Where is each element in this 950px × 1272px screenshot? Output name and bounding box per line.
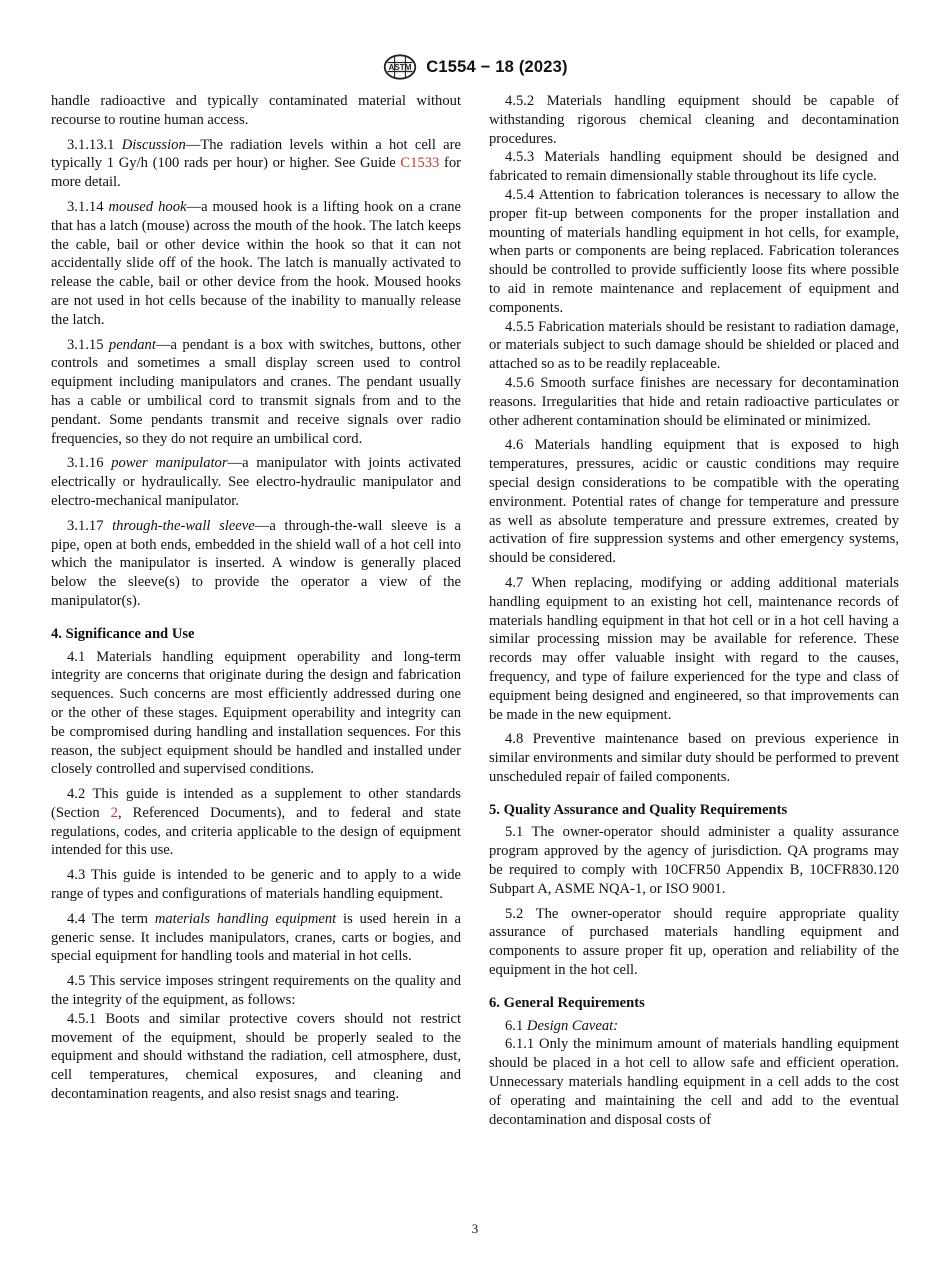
paragraph-5-2: 5.2 The owner-operator should require appropriate quality assurance of purchased materials handling equipment and components to assure proper fit up, operation and reliability of the equipment in the hot cell. bbox=[489, 905, 899, 979]
paragraph-4-1: 4.1 Materials handling equipment operability and long-term integrity are concerns that originate during the design and fabrication sequences. Such concerns are most efficiently addressed during one or the other of these stages. Equipment operability and integrity can be compromised during handling and installation sequences. For this reason, the subject equipment should be handled and installed under closely controlled and supervised conditions. bbox=[51, 648, 461, 778]
paragraph-4-3: 4.3 This guide is intended to be generic and to apply to a wide range of types and configurations of materials handling equipment. bbox=[51, 867, 461, 903]
paragraph-4-6: 4.6 Materials handling equipment that is exposed to high temperatures, pressures, acidic or caustic conditions may require special design considerations to be compatible with the operating environment. Potential rates of change for temperature and pressure as well as absolute temperature and pressure extremes, created by activation of fire suppression systems and other emergency systems, should be considered. bbox=[489, 437, 899, 567]
paragraph-6-1: 6.1 Design Caveat: bbox=[505, 1017, 619, 1034]
link-section-2[interactable]: 2 bbox=[110, 804, 118, 821]
astm-logo-icon bbox=[382, 52, 418, 82]
section-heading-5: 5. Quality Assurance and Quality Requirements bbox=[489, 801, 788, 818]
page-number: 3 bbox=[471, 1221, 479, 1236]
paragraph-4-5-4: 4.5.4 Attention to fabrication tolerances is necessary to allow the proper fit-up between components for the proper installation and mounting of materials handling equipment in hot cells, for example, when parts or components are being replaced. Fabrication tolerances should be controlled to provide sufficiently loose fits where possible to aid in remote maintenance and replacement of equipment and components. bbox=[489, 186, 899, 316]
document-designation: C1554 − 18 (2023) bbox=[426, 57, 568, 76]
paragraph-3-1-15: 3.1.15 pendant—a pendant is a box with switches, buttons, other controls and sometimes a small display screen used to control equipment including manipulators and cranes. The pendant usually has a cable or umbilical cord to transmit signals from and to the pendant. Some pendants transmit and receive signals over radio frequencies, so they do not require an umbilical cord. bbox=[51, 336, 461, 447]
paragraph-4-8: 4.8 Preventive maintenance based on previous experience in similar environments and similar duty should be performed to prevent unscheduled repair of failed components. bbox=[489, 731, 899, 785]
paragraph-4-4: 4.4 The term materials handling equipment is used herein in a generic sense. It includes manipulators, cranes, carts or bogies, and special equipment for handling tools and material in hot cells. bbox=[51, 910, 461, 965]
section-heading-6: 6. General Requirements bbox=[489, 994, 645, 1011]
astm-logo-text: ASTM bbox=[388, 63, 412, 73]
paragraph-4-7: 4.7 When replacing, modifying or adding additional materials handling equipment to an existing hot cell, maintenance records of materials handling equipment in that hot cell or in a hot cell having a similar processing mission may be available for reference. These records may offer valuable insight with regard to the causes, frequency, and type of failure experienced for the type and class of equipment being designed and engineered, so that improvements can be made in the new equipment. bbox=[489, 574, 899, 723]
paragraph-6-1-1: 6.1.1 Only the minimum amount of materials handling equipment should be placed in a hot cell to allow safe and efficient operation. Unnecessary materials handling equipment in a cell adds to the cost of operating and maintaining the cell and add to the eventual decontamination and disposal costs of bbox=[489, 1036, 899, 1128]
paragraph-4-5-2: 4.5.2 Materials handling equipment should be capable of withstanding rigorous chemical cleaning and decontamination procedures. bbox=[489, 93, 899, 147]
paragraph-3-1-13-1: 3.1.13.1 Discussion—The radiation levels within a hot cell are typically 1 Gy/h (100 rads per hour) or higher. See Guide C1533 for more detail. bbox=[51, 136, 461, 191]
section-heading-4: 4. Significance and Use bbox=[51, 625, 195, 642]
paragraph-4-5-1: 4.5.1 Boots and similar protective covers should not restrict movement of the equipment, should be properly sealed to the equipment and should withstand the radiation, cell atmosphere, dust, cell temperatures, chemical exposures, and cleaning and decontamination reagents, and also resist snags and tearing. bbox=[51, 1010, 461, 1103]
paragraph-4-5: 4.5 This service imposes stringent requirements on the quality and the integrity of the equipment, as follows: bbox=[51, 973, 461, 1009]
page-header bbox=[0, 52, 950, 87]
paragraph-4-5-6: 4.5.6 Smooth surface finishes are necessary for decontamination reasons. Irregularities that hide and retain radioactive particulates or other adherent contamination should be eliminated or minimized. bbox=[489, 374, 899, 429]
paragraph-4-5-5: 4.5.5 Fabrication materials should be resistant to radiation damage, or materials subject to such damage should be shielded or placed and attached so as to be readily replaceable. bbox=[489, 318, 899, 373]
paragraph-3-1-14: 3.1.14 moused hook—a moused hook is a lifting hook on a crane that has a latch (mouse) across the mouth of the hook. The latch keeps the cable, bail or other device within the hook so that it can not accidentally slide off of the hook. The latch is manually activated to release the cable, bail or other device from the hook. Moused hooks are not used in hot cells because of the inability to manually release the latch. bbox=[51, 198, 461, 328]
paragraph-continuation: handle radioactive and typically contaminated material without recourse to routine human access. bbox=[51, 93, 461, 128]
right-column bbox=[489, 92, 899, 1135]
paragraph-3-1-17: 3.1.17 through-the-wall sleeve—a through-the-wall sleeve is a pipe, open at both ends, embedded in the shield wall of a hot cell into which the manipulator is inserted. A window is generally placed below the sleeve(s) to provide the operator a view of the manipulator(s). bbox=[51, 517, 461, 609]
left-column bbox=[51, 92, 461, 1110]
link-c1533[interactable]: C1533 bbox=[400, 155, 440, 172]
paragraph-4-2: 4.2 This guide is intended as a supplement to other standards (Section 2, Referenced Documents), and to federal and state regulations, codes, and criteria applicable to the design of equipment intended for this use. bbox=[51, 786, 461, 859]
paragraph-4-5-3: 4.5.3 Materials handling equipment should be designed and fabricated to remain dimensionally stable throughout its life cycle. bbox=[489, 149, 899, 185]
paragraph-5-1: 5.1 The owner-operator should administer a quality assurance program approved by the agency of jurisdiction. QA programs may be required to comply with 10CFR50 Appendix B, 10CFR830.120 Subpart A, ASME NQA-1, or ISO 9001. bbox=[489, 824, 899, 897]
paragraph-3-1-16: 3.1.16 power manipulator—a manipulator with joints activated electrically or hydraulically. See electro-hydraulic manipulator and electro-mechanical manipulator. bbox=[51, 455, 461, 509]
